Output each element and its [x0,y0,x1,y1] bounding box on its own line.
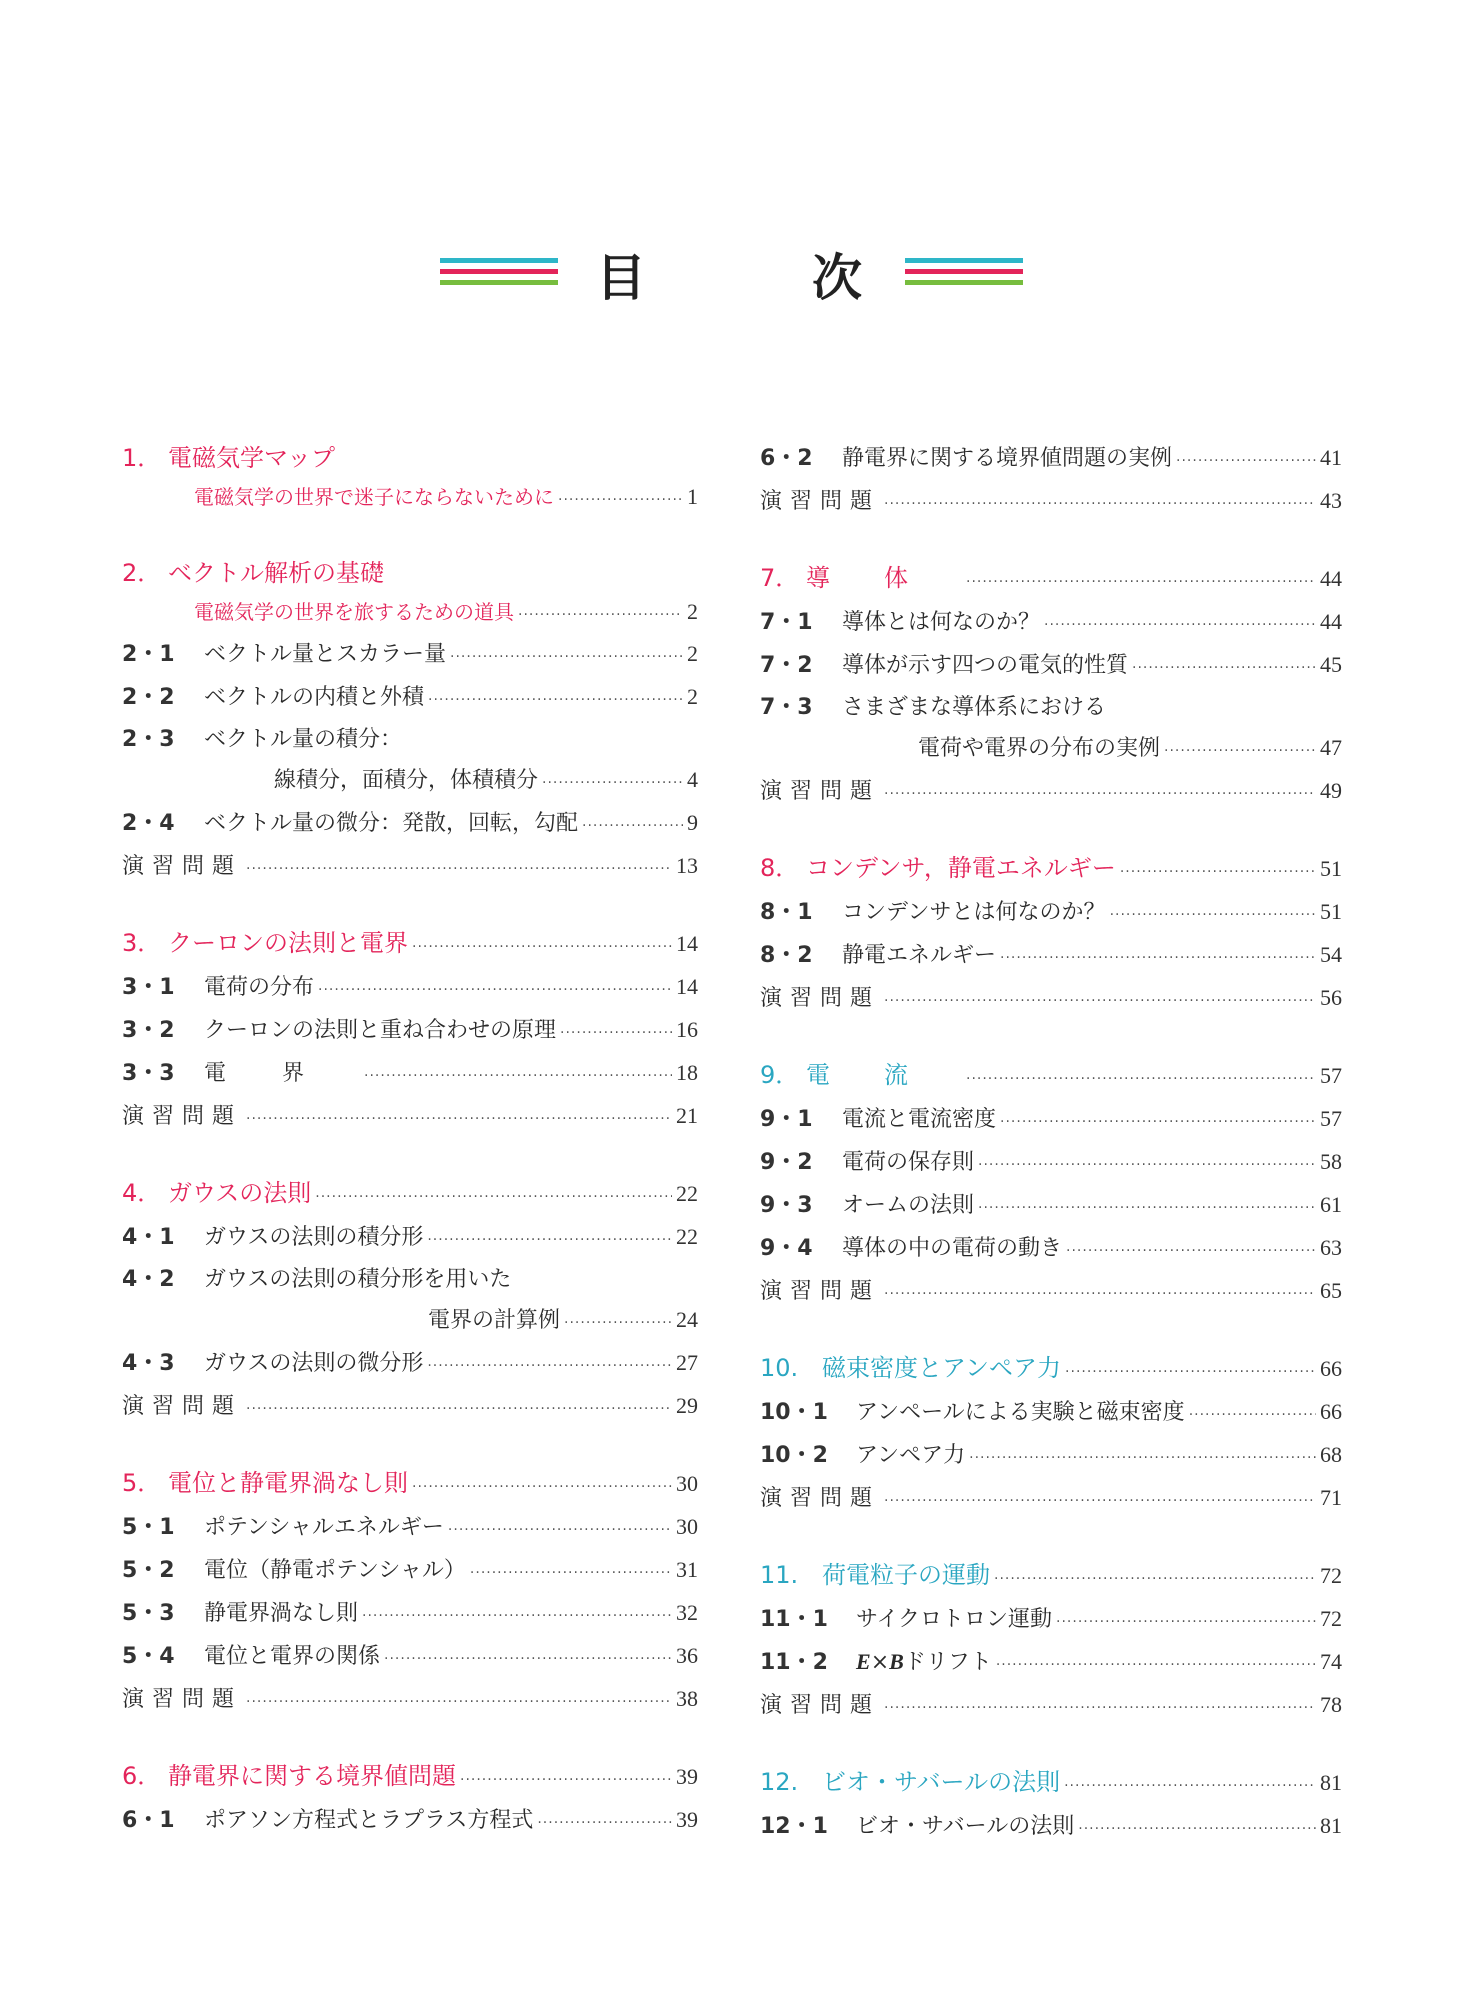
vector-b: B [889,1649,904,1674]
chapter-number: 12. [760,1768,799,1796]
page-number: 27 [676,1350,698,1375]
section-title: ガウスの法則の積分形 [204,1225,424,1250]
section-5-1[interactable] [122,1507,698,1550]
section-title: さまざまな導体系における [842,695,1107,720]
leader-dots [564,1303,672,1343]
chapter-title: 荷電粒子の運動 [822,1561,990,1589]
page-number: 2 [687,599,698,624]
chapter-subtitle [122,478,698,519]
chapter-title: 電流 [806,1061,962,1089]
leader-dots [1164,731,1316,771]
page-number: 54 [1320,942,1342,967]
exercises-label: 演習問題 [760,1693,881,1718]
section-number: 4・3 [122,1351,175,1376]
exercises-4[interactable] [122,1386,698,1429]
page-number: 43 [1320,488,1342,513]
page-number: 4 [687,767,698,792]
chapter-number: 10. [760,1354,799,1382]
section-9-2[interactable] [760,1142,1342,1185]
section-8-2[interactable] [760,935,1342,978]
chapter-8[interactable] [760,848,1342,892]
section-title: 電荷の分布 [204,975,315,1000]
page-number: 61 [1320,1192,1342,1217]
page-number: 39 [676,1807,698,1832]
page-number: 38 [676,1686,698,1711]
section-title: アンペールによる実験と磁束密度 [856,1400,1185,1425]
section-5-3[interactable] [122,1593,698,1636]
section-number: 12・1 [760,1814,828,1839]
page-number: 81 [1320,1813,1342,1838]
leader-dots [558,481,683,519]
chapter-5[interactable] [122,1463,698,1507]
section-number: 2・3 [122,727,175,752]
page-number: 51 [1320,899,1342,924]
section-number: 11・1 [760,1607,828,1632]
chapter-title: ベクトル解析の基礎 [168,559,384,587]
chapter-title: クーロンの法則と電界 [168,929,408,957]
section-title: 導体が示す四つの電気的性質 [842,653,1129,678]
leader-dots [364,1056,672,1096]
exercises-9[interactable] [760,1271,1342,1314]
chapter-6[interactable] [122,1756,698,1800]
page-number: 49 [1320,778,1342,803]
leader-dots [1176,441,1316,481]
leader-dots [582,806,683,846]
page-number: 39 [676,1764,698,1789]
title-stripes-left [440,258,558,298]
exercises-10[interactable] [760,1478,1342,1521]
leader-dots [966,562,1316,602]
page-number: 14 [676,931,698,956]
section-title-continued: 線積分，面積分，体積積分 [274,768,539,793]
chapter-12[interactable] [760,1762,1342,1806]
section-9-3[interactable] [760,1185,1342,1228]
page-number: 41 [1320,445,1342,470]
section-title: 静電エネルギー [842,943,997,968]
section-number: 3・2 [122,1018,175,1043]
page-number: 9 [687,810,698,835]
section-title-continued: 電荷や電界の分布の実例 [918,736,1161,761]
page-number: 72 [1320,1563,1342,1588]
title-char-1: 目 [596,249,646,307]
toc-left-column [122,438,698,1843]
leader-dots [978,1145,1316,1185]
section-9-1[interactable] [760,1099,1342,1142]
chapter-number: 11. [760,1561,799,1589]
section-title: ベクトル量の微分：発散，回転，勾配 [204,811,579,836]
leader-dots [969,1438,1316,1478]
section-title: 電荷の保存則 [842,1150,975,1175]
exercises-label: 演習問題 [122,1687,243,1712]
leader-dots [427,1346,672,1386]
section-number: 5・3 [122,1601,175,1626]
section-title: コンデンサとは何なのか？ [842,900,1106,925]
exercises-7[interactable] [760,771,1342,814]
leader-dots [427,1220,672,1260]
exercises-label: 演習問題 [122,1394,243,1419]
leader-dots [884,484,1316,524]
leader-dots [1110,895,1316,935]
page-number: 66 [1320,1399,1342,1424]
chapter-title: ガウスの法則 [168,1179,312,1207]
section-number: 7・1 [760,610,813,635]
page-number: 78 [1320,1692,1342,1717]
section-4-2[interactable] [122,1260,698,1300]
section-title: 電流と電流密度 [842,1107,997,1132]
page-number: 30 [676,1514,698,1539]
chapter-title: 磁束密度とアンペア力 [822,1354,1062,1382]
section-title [856,1642,992,1683]
leader-dots [246,1682,672,1722]
section-number: 6・1 [122,1808,175,1833]
section-4-3[interactable] [122,1343,698,1386]
leader-dots [884,1481,1316,1521]
chapter-number: 1． [122,444,162,472]
chapter-9[interactable] [760,1055,1342,1099]
chapter-number: 6． [122,1762,162,1790]
page-number: 81 [1320,1770,1342,1795]
leader-dots [978,1188,1316,1228]
page-number: 72 [1320,1606,1342,1631]
section-title: クーロンの法則と重ね合わせの原理 [204,1018,557,1043]
section-title-rest: ドリフト [903,1650,992,1675]
section-title: 静電界渦なし則 [204,1601,359,1626]
section-3-1[interactable] [122,967,698,1010]
section-title: アンペア力 [856,1443,966,1468]
exercises-6[interactable] [760,481,1342,524]
section-title: 電界 [204,1061,361,1086]
section-number: 7・2 [760,653,813,678]
section-number: 6・2 [760,446,813,471]
section-number: 3・3 [122,1061,175,1086]
page-number: 22 [676,1224,698,1249]
chapter-1[interactable] [122,438,698,478]
leader-dots [246,1099,672,1139]
chapter-title: 導体 [806,564,962,592]
vector-e: E [856,1649,871,1674]
page-number: 14 [676,974,698,999]
page-number: 44 [1320,609,1342,634]
page-number: 31 [676,1557,698,1582]
leader-dots [1078,1809,1316,1849]
section-number: 2・2 [122,685,175,710]
page-number: 65 [1320,1278,1342,1303]
section-number: 2・4 [122,811,175,836]
chapter-subtitle [122,593,698,634]
page-number: 24 [676,1307,698,1332]
leader-dots [994,1559,1316,1599]
exercises-2[interactable] [122,846,698,889]
section-3-3[interactable] [122,1053,698,1096]
section-number: 10・1 [760,1400,828,1425]
leader-dots [362,1596,672,1636]
exercises-3[interactable] [122,1096,698,1139]
section-number: 3・1 [122,975,175,1000]
section-4-2-continued [122,1300,698,1343]
leader-dots [1044,605,1316,645]
page-number: 57 [1320,1106,1342,1131]
section-2-1[interactable] [122,634,698,677]
section-number: 11・2 [760,1650,828,1675]
leader-dots [884,981,1316,1021]
section-7-3-continued [760,728,1342,771]
leader-dots [428,680,683,720]
leader-dots [1120,852,1316,892]
leader-dots [412,1467,672,1507]
leader-dots [884,1274,1316,1314]
section-title: 導体の中の電荷の動き [842,1236,1063,1261]
section-number: 2・1 [122,642,175,667]
leader-dots [1000,1102,1316,1142]
chapter-title: 電磁気学マップ [168,444,336,472]
section-title: ガウスの法則の微分形 [204,1351,424,1376]
leader-dots [560,1013,672,1053]
leader-dots [412,927,672,967]
section-number: 4・1 [122,1225,175,1250]
leader-dots [1189,1395,1316,1435]
section-2-3-continued [122,760,698,803]
title-stripes-right [905,258,1023,298]
page-number: 2 [687,684,698,709]
chapter-number: 5． [122,1469,162,1497]
page-number: 68 [1320,1442,1342,1467]
page-number: 51 [1320,856,1342,881]
chapter-title: 電位と静電界渦なし則 [168,1469,408,1497]
section-number: 9・3 [760,1193,813,1218]
section-title: 導体とは何なのか？ [842,610,1041,635]
leader-dots [384,1639,672,1679]
leader-dots [450,637,683,677]
leader-dots [1065,1352,1316,1392]
exercises-5[interactable] [122,1679,698,1722]
leader-dots [246,1389,672,1429]
page-number: 63 [1320,1235,1342,1260]
page-number: 74 [1320,1649,1342,1674]
section-6-1[interactable] [122,1800,698,1843]
toc-right-column [760,438,1342,1849]
chapter-number: 7． [760,564,800,592]
section-7-1[interactable] [760,602,1342,645]
section-10-2[interactable] [760,1435,1342,1478]
chapter-number: 2． [122,559,162,587]
section-number: 9・4 [760,1236,813,1261]
chapter-4[interactable] [122,1173,698,1217]
section-title: ポアソン方程式とラプラス方程式 [204,1808,534,1833]
section-number: 5・2 [122,1558,175,1583]
chapter-number: 9． [760,1061,800,1089]
section-title: 電位と電界の関係 [204,1644,381,1669]
leader-dots [315,1177,672,1217]
exercises-label: 演習問題 [122,1104,243,1129]
section-7-2[interactable] [760,645,1342,688]
section-title: ポテンシャルエネルギー [204,1515,444,1540]
section-3-2[interactable] [122,1010,698,1053]
leader-dots [246,849,672,889]
leader-dots [884,1688,1316,1728]
section-number: 8・2 [760,943,813,968]
section-title: ベクトル量とスカラー量 [204,642,447,667]
exercises-label: 演習問題 [760,489,881,514]
chapter-2[interactable] [122,553,698,593]
leader-dots [1064,1766,1316,1806]
section-11-2[interactable] [760,1642,1342,1685]
chapter-number: 8． [760,854,800,882]
page-title [0,248,1480,308]
leader-dots [1066,1231,1316,1271]
page-number: 13 [676,853,698,878]
leader-dots [460,1760,672,1800]
chapter-11[interactable] [760,1555,1342,1599]
page-number: 47 [1320,735,1342,760]
section-title-continued: 電界の計算例 [428,1308,561,1333]
section-title: ベクトル量の積分： [204,727,403,752]
page-number: 56 [1320,985,1342,1010]
section-title: ベクトルの内積と外積 [204,685,425,710]
leader-dots [996,1645,1316,1685]
leader-dots [1132,648,1316,688]
exercises-label: 演習問題 [760,779,881,804]
leader-dots [542,763,683,803]
page-number: 1 [687,484,698,509]
section-11-1[interactable] [760,1599,1342,1642]
page-number: 32 [676,1600,698,1625]
section-number: 7・3 [760,695,813,720]
chapter-title: コンデンサ，静電エネルギー [806,854,1116,882]
section-title: ビオ・サバールの法則 [856,1814,1075,1839]
exercises-8[interactable] [760,978,1342,1021]
chapter-title: 静電界に関する境界値問題 [168,1762,456,1790]
page-number: 29 [676,1393,698,1418]
section-title: 電位（静電ポテンシャル） [204,1558,466,1583]
section-4-1[interactable] [122,1217,698,1260]
section-7-3[interactable] [760,688,1342,728]
title-char-2: 次 [812,249,862,307]
exercises-label: 演習問題 [760,986,881,1011]
section-number: 5・4 [122,1644,175,1669]
section-number: 8・1 [760,900,813,925]
section-12-1[interactable] [760,1806,1342,1849]
chapter-title: ビオ・サバールの法則 [822,1768,1061,1796]
page-number: 18 [676,1060,698,1085]
section-title: ガウスの法則の積分形を用いた [204,1267,512,1292]
section-5-2[interactable] [122,1550,698,1593]
page-number: 44 [1320,566,1342,591]
section-10-1[interactable] [760,1392,1342,1435]
section-title: オームの法則 [842,1193,975,1218]
chapter-10[interactable] [760,1348,1342,1392]
exercises-label: 演習問題 [760,1486,881,1511]
section-2-4[interactable] [122,803,698,846]
leader-dots [318,970,672,1010]
section-8-1[interactable] [760,892,1342,935]
exercises-label: 演習問題 [760,1279,881,1304]
chapter-subtitle-text: 電磁気学の世界を旅するための道具 [194,600,514,624]
section-5-4[interactable] [122,1636,698,1679]
page-number: 71 [1320,1485,1342,1510]
page-number: 57 [1320,1063,1342,1088]
leader-dots [537,1803,672,1843]
chapter-number: 4． [122,1179,162,1207]
chapter-number: 3． [122,929,162,957]
section-number: 10・2 [760,1443,828,1468]
section-2-3[interactable] [122,720,698,760]
page-number: 36 [676,1643,698,1668]
section-2-2[interactable] [122,677,698,720]
page-number: 58 [1320,1149,1342,1174]
exercises-label: 演習問題 [122,854,243,879]
section-9-4[interactable] [760,1228,1342,1271]
leader-dots [1056,1602,1316,1642]
leader-dots [448,1510,672,1550]
section-title: サイクロトロン運動 [856,1607,1053,1632]
page-number: 22 [676,1181,698,1206]
page-number: 21 [676,1103,698,1128]
page-number: 66 [1320,1356,1342,1381]
section-number: 9・2 [760,1150,813,1175]
chapter-3[interactable] [122,923,698,967]
leader-dots [470,1553,672,1593]
leader-dots [966,1059,1316,1099]
page-number: 30 [676,1471,698,1496]
chapter-7[interactable] [760,558,1342,602]
leader-dots [1000,938,1316,978]
page-number: 2 [687,641,698,666]
page-number: 16 [676,1017,698,1042]
cross-symbol: × [870,1650,890,1675]
page-number: 45 [1320,652,1342,677]
leader-dots [518,596,683,634]
section-number: 5・1 [122,1515,175,1540]
chapter-subtitle-text: 電磁気学の世界で迷子にならないために [194,485,554,509]
section-number: 4・2 [122,1267,175,1292]
section-6-2[interactable] [760,438,1342,481]
exercises-11[interactable] [760,1685,1342,1728]
leader-dots [884,774,1316,814]
section-title: 静電界に関する境界値問題の実例 [842,446,1173,471]
section-number: 9・1 [760,1107,813,1132]
